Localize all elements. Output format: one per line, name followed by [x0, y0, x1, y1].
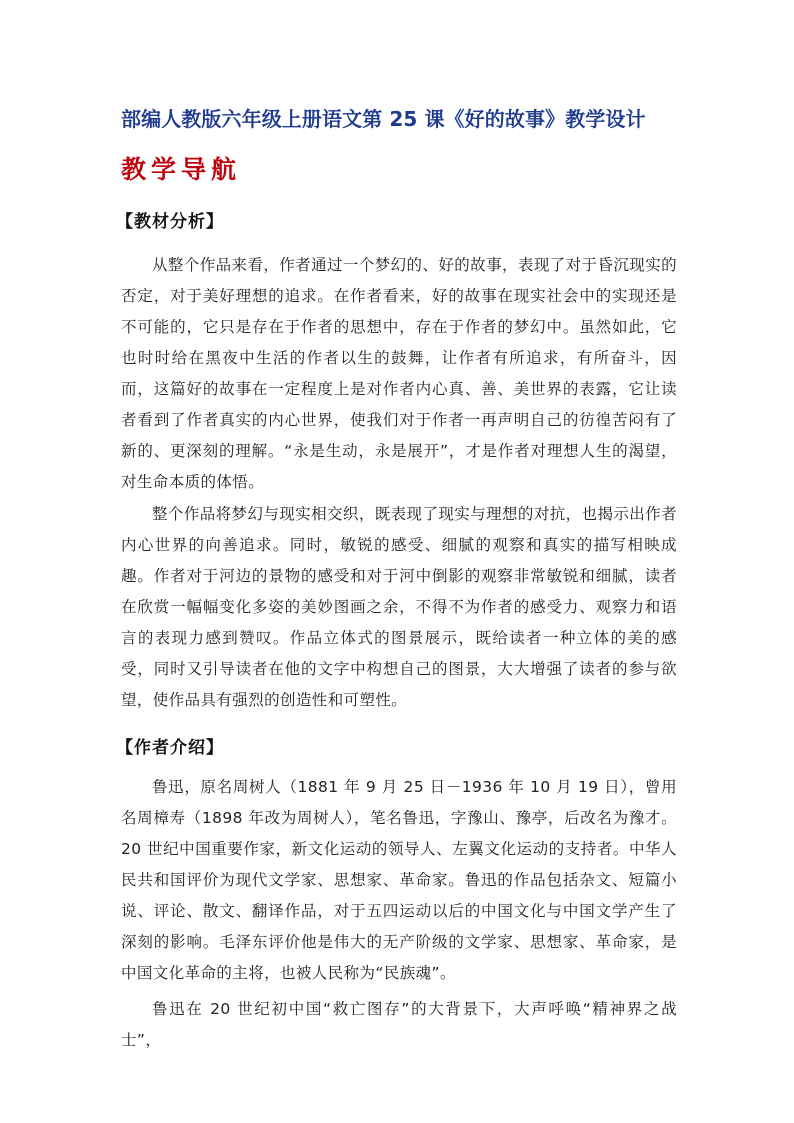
sub-heading-textbook-analysis: 【教材分析】 [116, 212, 224, 232]
document-title: 部编人教版六年级上册语文第 25 课《好的故事》教学设计 [121, 107, 646, 131]
paragraph-author-1: 鲁迅，原名周树人（1881 年 9 月 25 日－1936 年 10 月 19 日），曾用名周樟寿（1898 年改为周树人），笔名鲁迅，字豫山、豫亭，后改名为豫才。20 世纪中国重要作家，新文化运动的领导人、左翼文化运动的支持者。中华人民共和国评价为现代文学家、思想家、革命家。鲁迅的作品包括杂文、短篇小说、评论、散文、翻译作品，对于五四运动以后的中国文化与中国文学产生了深刻的影响。毛泽东评价他是伟大的无产阶级的文学家、思想家、革命家，是中国文化革命的主将，也被人民称为“民族魂”。 [121, 778, 677, 982]
section-heading-teaching-guide: 教学导航 [121, 155, 242, 184]
paragraph-author-2: 鲁迅在 20 世纪初中国“救亡图存”的大背景下，大声呼唤“精神界之战士”， [121, 1000, 677, 1049]
sub-heading-author-intro: 【作者介绍】 [116, 738, 224, 758]
paragraph-analysis-1: 从整个作品来看，作者通过一个梦幻的、好的故事，表现了对于昏沉现实的否定，对于美好理想的追求。在作者看来，好的故事在现实社会中的实现还是不可能的，它只是存在于作者的思想中，存在于作者的梦幻中。虽然如此，它也时时给在黑夜中生活的作者以生的鼓舞，让作者有所追求，有所奋斗，因而，这篇好的故事在一定程度上是对作者内心真、善、美世界的表露，它让读者看到了作者真实的内心世界，使我们对于作者一再声明自己的彷徨苦闷有了新的、更深刻的理解。“永是生动，永是展开”，才是作者对理想人生的渴望，对生命本质的体悟。 [121, 256, 677, 491]
paragraph-analysis-2: 整个作品将梦幻与现实相交织，既表现了现实与理想的对抗，也揭示出作者内心世界的向善追求。同时，敏锐的感受、细腻的观察和真实的描写相映成趣。作者对于河边的景物的感受和对于河中倒影的观察非常敏锐和细腻，读者在欣赏一幅幅变化多姿的美妙图画之余，不得不为作者的感受力、观察力和语言的表现力感到赞叹。作品立体式的图景展示，既给读者一种立体的美的感受，同时又引导读者在他的文字中构想自己的图景，大大增强了读者的参与欲望，使作品具有强烈的创造性和可塑性。 [121, 505, 677, 709]
